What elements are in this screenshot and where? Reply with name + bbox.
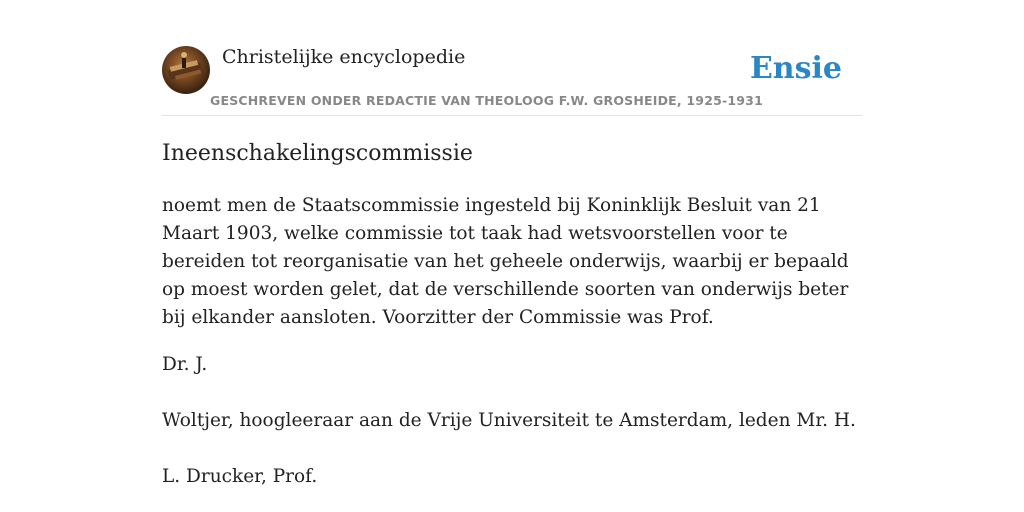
article-paragraph: noemt men de Staatscommissie ingesteld bij Koninklijk Besluit van 21 Maart 1903, welke commissie tot taak had wetsvoorstellen voor te bereiden tot reorganisatie van het geheele onderwijs, waarbij er bepaald op moest worden gelet, dat de verschillende soorten van onderwijs beter bij elkander aansloten. Voorzitter der Commissie was Prof. bbox=[162, 195, 849, 328]
book-press-icon bbox=[162, 46, 210, 94]
site-avatar-image[interactable] bbox=[162, 46, 210, 94]
site-title[interactable]: Christelijke encyclopedie bbox=[222, 46, 466, 68]
brand-logo[interactable]: Ensie bbox=[749, 51, 842, 86]
article-title: Ineenschakelingscommissie bbox=[162, 141, 473, 166]
article-paragraph: L. Drucker, Prof. bbox=[162, 466, 318, 487]
site-header bbox=[162, 46, 862, 116]
header-divider bbox=[162, 115, 862, 116]
article-paragraph: Dr. J. bbox=[162, 354, 208, 375]
site-subtitle: GESCHREVEN ONDER REDACTIE VAN THEOLOOG F.W. GROSHEIDE, 1925-1931 bbox=[210, 93, 763, 108]
article-paragraph: Woltjer, hoogleeraar aan de Vrije Universiteit te Amsterdam, leden Mr. H. bbox=[162, 410, 856, 431]
